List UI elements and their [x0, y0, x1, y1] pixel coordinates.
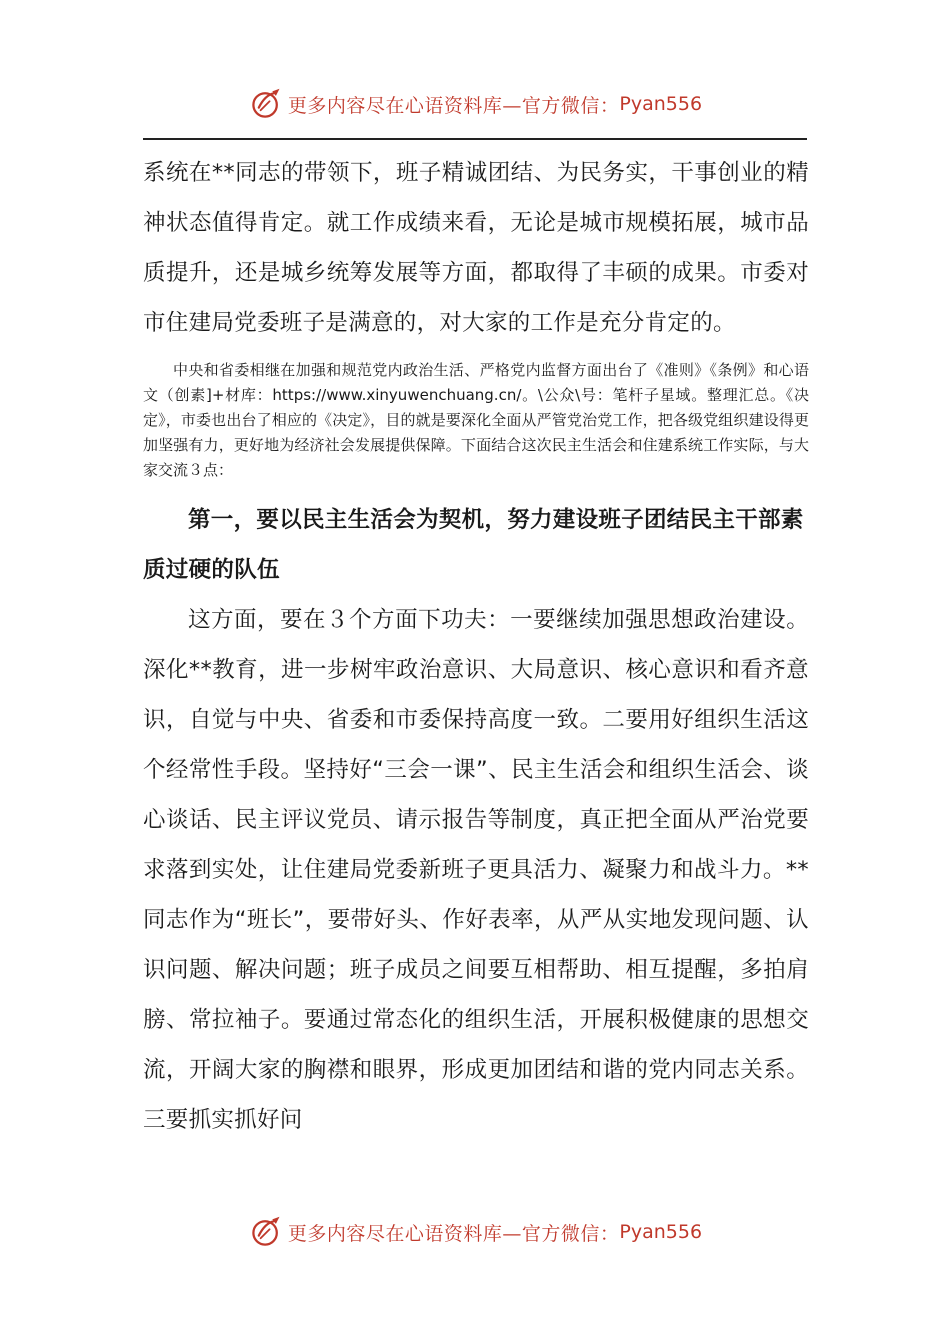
section-heading-1: 第一，要以民主生活会为契机，努力建设班子团结民主干部素质过硬的队伍 — [143, 507, 804, 583]
page-footer — [0, 1212, 950, 1252]
paragraph-2: 中央和省委相继在加强和规范党内政治生活、严格党内监督方面出台了《准则》《条例》和心语文（创素]+材库：https://www.xinyuwenchuang.cn/。\公众\号：笔杆子星域。整理汇总。《决定》，市委也出台了相应的《决定》，目的就是要深化全面从严管党治党工作，把各级党组织建设得更加坚强有力，更好地为经济社会发展提供保障。下面结合这次民主生活会和住建系统工作实际，与大家交流３点： — [143, 361, 809, 479]
footer-wechat-id: Pyan556 — [619, 1221, 703, 1243]
paragraph-3: 这方面，要在３个方面下功夫：一要继续加强思想政治建设。深化**教育，进一步树牢政治意识、大局意识、核心意识和看齐意识，自觉与中央、省委和市委保持高度一致。二要用好组织生活这个经常性手段。坚持好“三会一课”、民主生活会和组织生活会、谈心谈话、民主评议党员、请示报告等制度，真正把全面从严治党要求落到实处，让住建局党委新班子更具活力、凝聚力和战斗力。**同志作为“班长”，要带好头、作好表率，从严从实地发现问题、认识问题、解决问题；班子成员之间要互相帮助、相互提醒，多拍肩膀、常拉袖子。要通过常态化的组织生活，开展积极健康的思想交流，开阔大家的胸襟和眼界，形成更加团结和谐的党内同志关系。三要抓实抓好问 — [143, 607, 809, 1133]
header-brand — [248, 86, 702, 122]
header-wechat-id: Pyan556 — [619, 93, 703, 115]
footer-brand — [248, 1214, 702, 1250]
brand-logo-icon — [248, 1214, 284, 1250]
page-header — [0, 84, 950, 124]
header-brand-text: 更多内容尽在心语资料库—官方微信： — [287, 94, 620, 117]
document-body — [143, 148, 809, 1145]
footer-brand-text: 更多内容尽在心语资料库—官方微信： — [287, 1222, 620, 1245]
brand-logo-icon — [248, 86, 284, 122]
header-divider — [143, 138, 807, 140]
paragraph-1: 系统在**同志的带领下，班子精诚团结、为民务实，干事创业的精神状态值得肯定。就工作成绩来看，无论是城市规模拓展，城市品质提升，还是城乡统筹发展等方面，都取得了丰硕的成果。市委对市住建局党委班子是满意的，对大家的工作是充分肯定的。 — [143, 160, 809, 336]
